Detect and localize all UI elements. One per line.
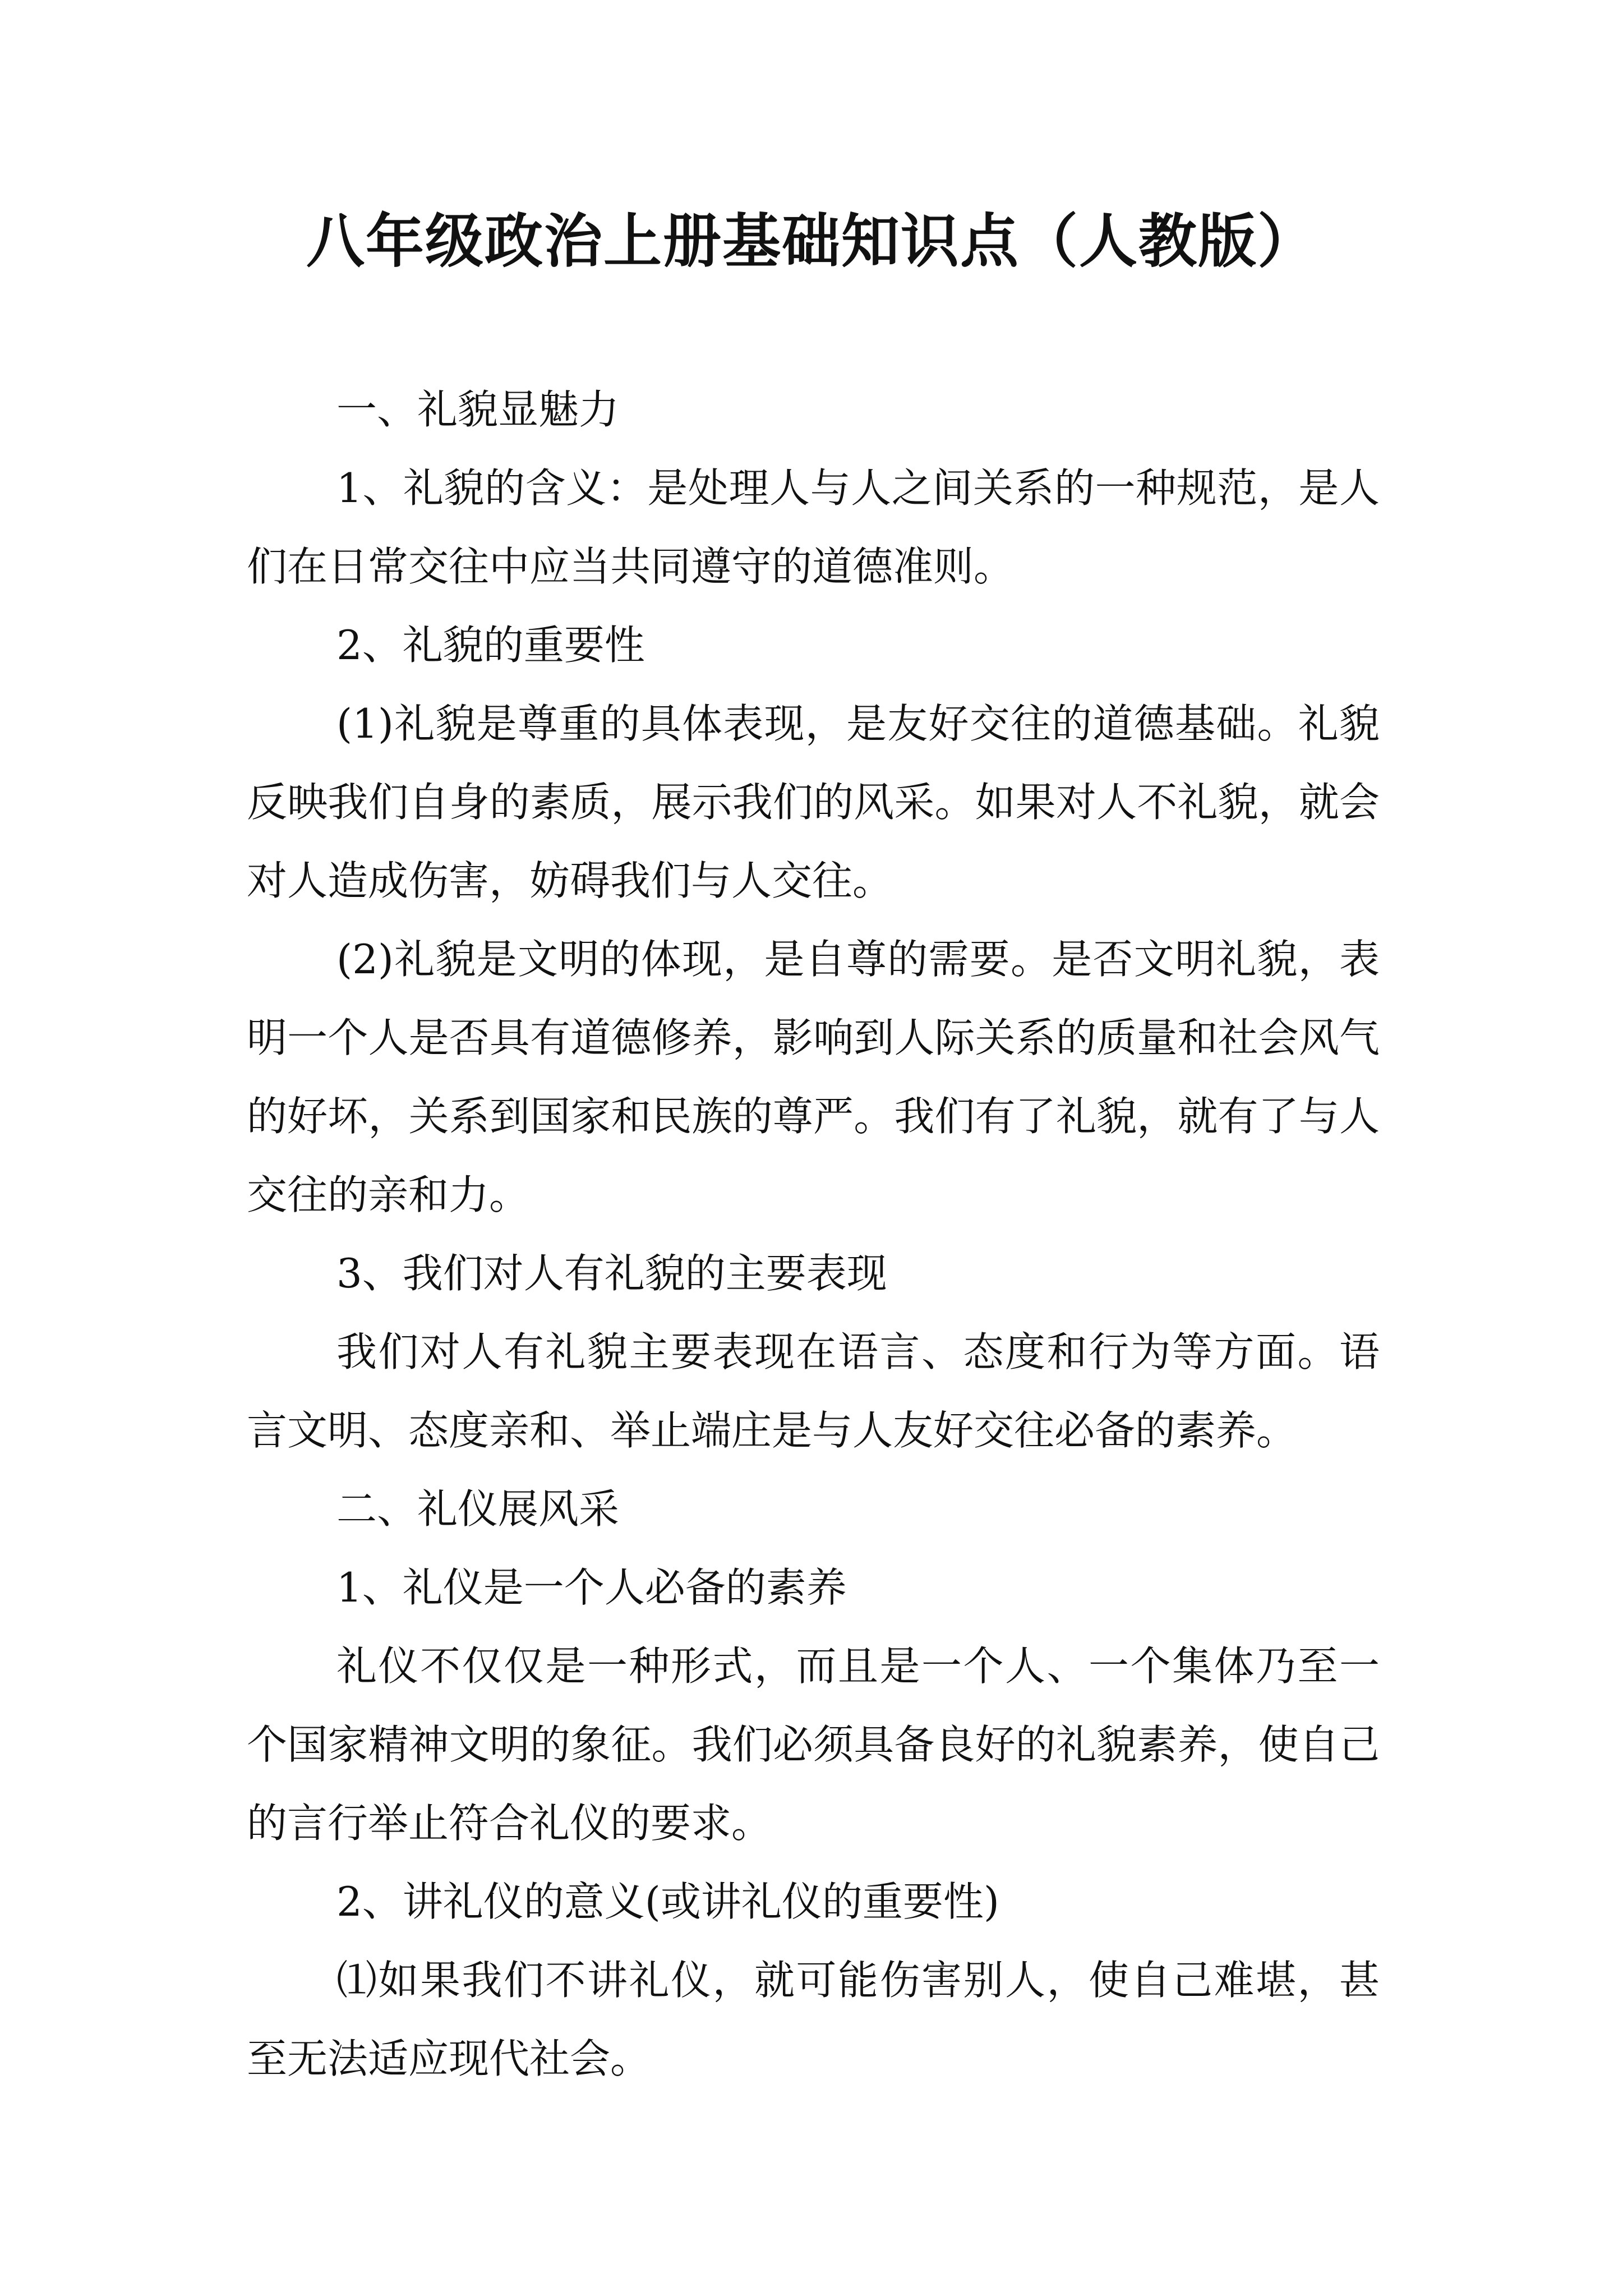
paragraph-importance-2: (2)礼貌是文明的体现，是自尊的需要。是否文明礼貌，表明一个人是否具有道德修养，影响到人际关系的质量和社会风气的好坏，关系到国家和民族的尊严。我们有了礼貌，就有了与人交往的亲和力。 — [247, 936, 1380, 1218]
paragraph-courtesy-expression: 我们对人有礼貌主要表现在语言、态度和行为等方面。语言文明、态度亲和、举止端庄是与人友好交往必备的素养。 — [247, 1328, 1380, 1454]
paragraph-importance-1: (1)礼貌是尊重的具体表现，是友好交往的道德基础。礼貌反映我们自身的素质，展示我们的风采。如果对人不礼貌，就会对人造成伤害，妨碍我们与人交往。 — [247, 700, 1380, 904]
subheading-courtesy-importance: 2、礼貌的重要性 — [336, 622, 645, 669]
paragraph-courtesy-definition: 1、礼貌的含义：是处理人与人之间关系的一种规范，是人们在日常交往中应当共同遵守的道德准则。 — [247, 464, 1380, 590]
section-heading-2: 二、礼仪展风采 — [336, 1485, 620, 1533]
subheading-etiquette-quality: 1、礼仪是一个人必备的素养 — [336, 1564, 847, 1611]
document-body — [247, 370, 1380, 2098]
paragraph-etiquette-quality: 礼仪不仅仅是一种形式，而且是一个人、一个集体乃至一个国家精神文明的象征。我们必须具备良好的礼貌素养，使自己的言行举止符合礼仪的要求。 — [247, 1642, 1380, 1847]
subheading-etiquette-meaning: 2、讲礼仪的意义(或讲礼仪的重要性) — [336, 1878, 999, 1925]
paragraph-etiquette-meaning-1: ⑴如果我们不讲礼仪，就可能伤害别人，使自己难堪，甚至无法适应现代社会。 — [247, 1957, 1380, 2082]
subheading-courtesy-expression: 3、我们对人有礼貌的主要表现 — [336, 1250, 887, 1297]
section-heading-1: 一、礼貌显魅力 — [336, 386, 620, 433]
document-title: 八年级政治上册基础知识点（人教版） — [306, 206, 1317, 275]
